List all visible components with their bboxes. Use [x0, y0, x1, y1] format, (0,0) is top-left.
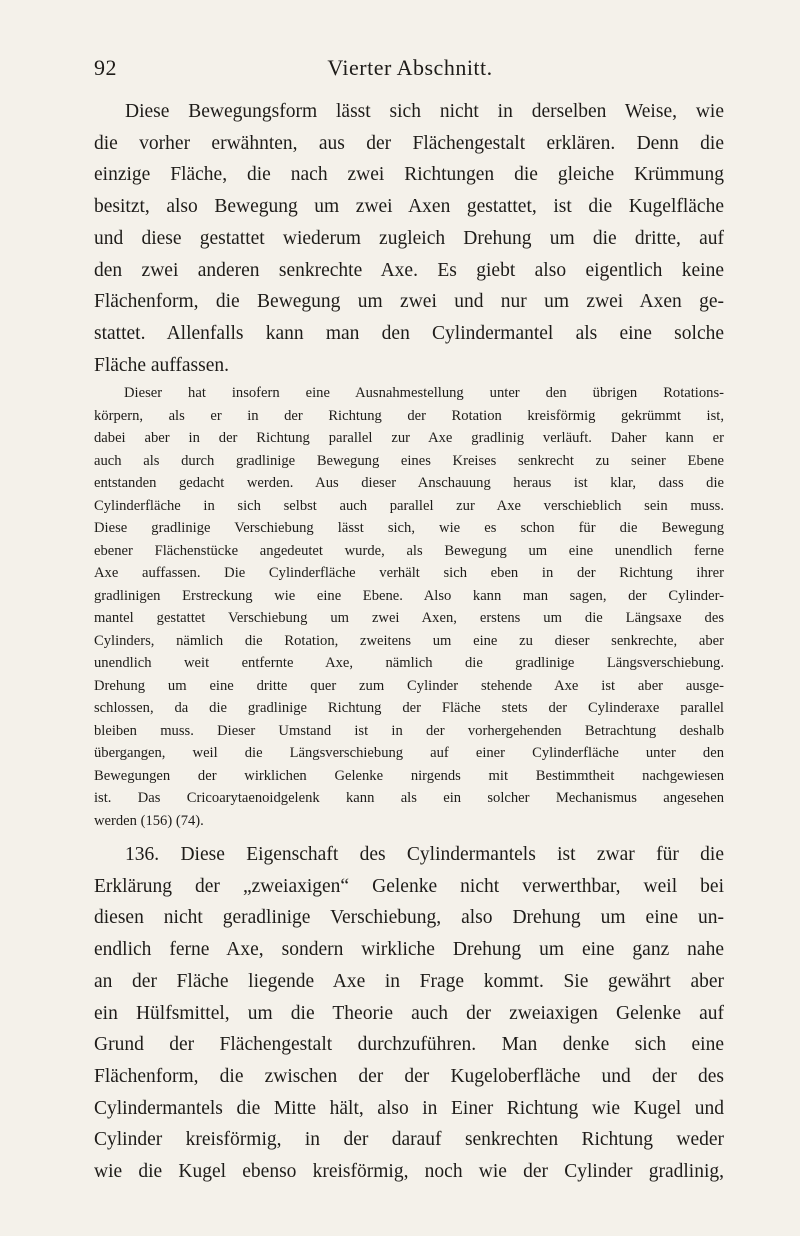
text-line: entstanden gedacht werden. Aus dieser Anschauung heraus ist klar, dass die	[94, 475, 724, 491]
text-line: Cylinderfläche in sich selbst auch parallel zur Axe verschieblich sein muss.	[94, 497, 724, 514]
text-line: diesen nicht geradlinige Verschiebung, also Drehung um eine un-	[94, 907, 724, 929]
text-line: unendlich weit entfernte Axe, nämlich die gradlinige Längsverschiebung.	[94, 655, 724, 671]
text-line: Axe auffassen. Die Cylinderfläche verhält sich eben in der Richtung ihrer	[94, 565, 724, 581]
text-line: Fläche auffassen.	[94, 354, 230, 376]
text-line: Cylindermantels die Mitte hält, also in Einer Richtung wie Kugel und	[94, 1097, 724, 1119]
text-line: Cylinders, nämlich die Rotation, zweitens um eine zu dieser senkrechte, aber	[94, 632, 724, 649]
text-line: ebener Flächenstücke angedeutet wurde, als Bewegung um eine unendlich ferne	[94, 542, 724, 559]
text-line: Flächenform, die zwischen der der Kugeloberfläche und der des	[94, 1065, 724, 1087]
text-line: Drehung um eine dritte quer zum Cylinder stehende Axe ist aber ausge-	[94, 677, 724, 694]
text-line: Flächenform, die Bewegung um zwei und nur um zwei Axen ge-	[94, 291, 724, 313]
text-line: Grund der Flächengestalt durchzuführen. Man denke sich eine	[94, 1034, 724, 1056]
text-line: gradlinigen Erstreckung wie eine Ebene. Also kann man sagen, der Cylinder-	[94, 587, 724, 604]
section-title: Vierter Abschnitt.	[327, 55, 493, 80]
paragraph-note	[94, 382, 724, 832]
text-line: wie die Kugel ebenso kreisförmig, noch wie der Cylinder gradlinig,	[94, 1161, 724, 1183]
text-line: die vorher erwähnten, aus der Flächengestalt erklären. Denn die	[94, 132, 724, 154]
text-line: bleiben muss. Dieser Umstand ist in der vorhergehenden Betrachtung deshalb	[94, 722, 724, 739]
text-line: Dieser hat insofern eine Ausnahmestellung unter den übrigen Rotations-	[124, 385, 724, 401]
text-line: Cylinder kreisförmig, in der darauf senkrechten Richtung weder	[94, 1129, 724, 1151]
text-line: ist. Das Cricoarytaenoidgelenk kann als ein solcher Mechanismus angesehen	[94, 790, 724, 806]
text-line: Diese Bewegungsform lässt sich nicht in derselben Weise, wie	[125, 101, 724, 122]
text-line: schlossen, da die gradlinige Richtung der Fläche stets der Cylinderaxe parallel	[94, 700, 724, 716]
text-line: 136. Diese Eigenschaft des Cylindermantels ist zwar für die	[125, 844, 724, 865]
text-line: körpern, als er in der Richtung der Rotation kreisförmig gekrümmt ist,	[94, 407, 724, 424]
text-line: auch als durch gradlinige Bewegung eines Kreises senkrecht zu seiner Ebene	[94, 452, 724, 469]
text-line: besitzt, also Bewegung um zwei Axen gestattet, ist die Kugelfläche	[94, 196, 724, 218]
text-line: den zwei anderen senkrechte Axe. Es giebt also eigentlich keine	[94, 259, 724, 281]
paragraph-intro	[94, 96, 724, 381]
text-line: übergangen, weil die Längsverschiebung auf einer Cylinderfläche unter den	[94, 745, 724, 761]
text-line: Bewegungen der wirklichen Gelenke nirgends mit Bestimmtheit nachgewiesen	[94, 767, 724, 784]
text-line: Diese gradlinige Verschiebung lässt sich, wie es schon für die Bewegung	[94, 520, 724, 536]
text-line: Erklärung der „zweiaxigen“ Gelenke nicht verwerthbar, weil bei	[94, 875, 724, 897]
text-line: dabei aber in der Richtung parallel zur Axe gradlinig verläuft. Daher kann er	[94, 430, 724, 446]
text-line: endlich ferne Axe, sondern wirkliche Drehung um eine ganz nahe	[94, 939, 724, 961]
text-line: werden (156) (74).	[94, 812, 204, 829]
text-line: einzige Fläche, die nach zwei Richtungen die gleiche Krümmung	[94, 164, 724, 186]
text-line: ein Hülfsmittel, um die Theorie auch der zweiaxigen Gelenke auf	[94, 1002, 724, 1024]
text-line: stattet. Allenfalls kann man den Cylindermantel als eine solche	[94, 322, 724, 344]
running-head	[94, 55, 726, 85]
text-line: an der Fläche liegende Axe in Frage kommt. Sie gewährt aber	[94, 970, 724, 992]
text-line: und diese gestattet wiederum zugleich Drehung um die dritte, auf	[94, 227, 724, 249]
paragraph-section-136	[94, 839, 724, 1188]
page-number: 92	[94, 55, 117, 80]
text-line: mantel gestattet Verschiebung um zwei Axen, erstens um die Längsaxe des	[94, 610, 724, 626]
